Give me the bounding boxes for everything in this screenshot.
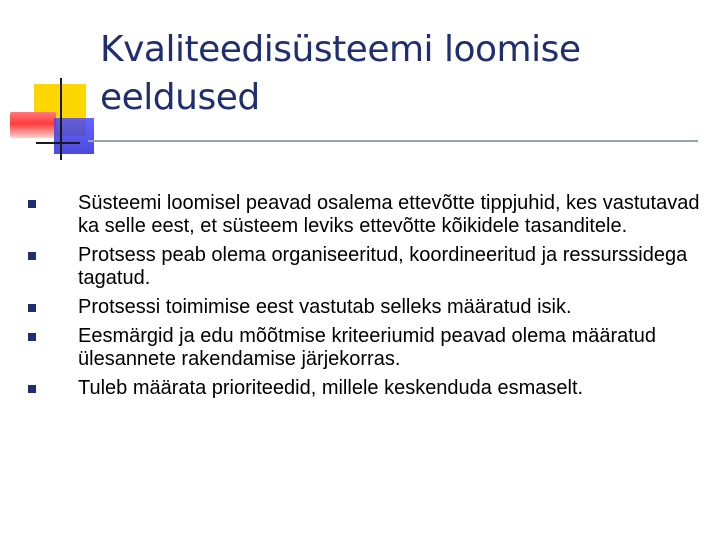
slide-title-line-1: Kvaliteedisüsteemi loomise [100,29,581,70]
bullet-item [22,325,702,371]
bullet-item [22,192,702,238]
title-underline [88,140,698,142]
square-bullet-icon [28,385,36,393]
bullet-text: Süsteemi loomisel peavad osalema ettevõtte tippjuhid, kes vastutavad ka selle eest, et süsteem leviks ettevõtte kõikidele tasanditele. [78,192,700,237]
bullet-item [22,244,702,290]
square-bullet-icon [28,200,36,208]
square-bullet-icon [28,304,36,312]
square-bullet-icon [28,333,36,341]
bullet-item [22,296,702,319]
bullet-list [22,192,702,406]
bullet-text: Tuleb määrata prioriteedid, millele keskenduda esmaselt. [78,377,584,399]
logo-red-bar [10,112,56,138]
slide-title-line-2: eeldused [100,77,260,118]
bullet-item [22,377,702,400]
logo-horizontal-line [36,142,80,144]
bullet-text: Protsessi toimimise eest vastutab selleks määratud isik. [78,296,572,318]
logo-vertical-line [60,78,62,160]
bullet-text: Eesmärgid ja edu mõõtmise kriteeriumid peavad olema määratud ülesannete rakendamise järjekorras. [78,325,657,370]
bullet-text: Protsess peab olema organiseeritud, koordineeritud ja ressurssidega tagatud. [78,244,688,289]
square-bullet-icon [28,252,36,260]
slide-title [100,26,690,122]
